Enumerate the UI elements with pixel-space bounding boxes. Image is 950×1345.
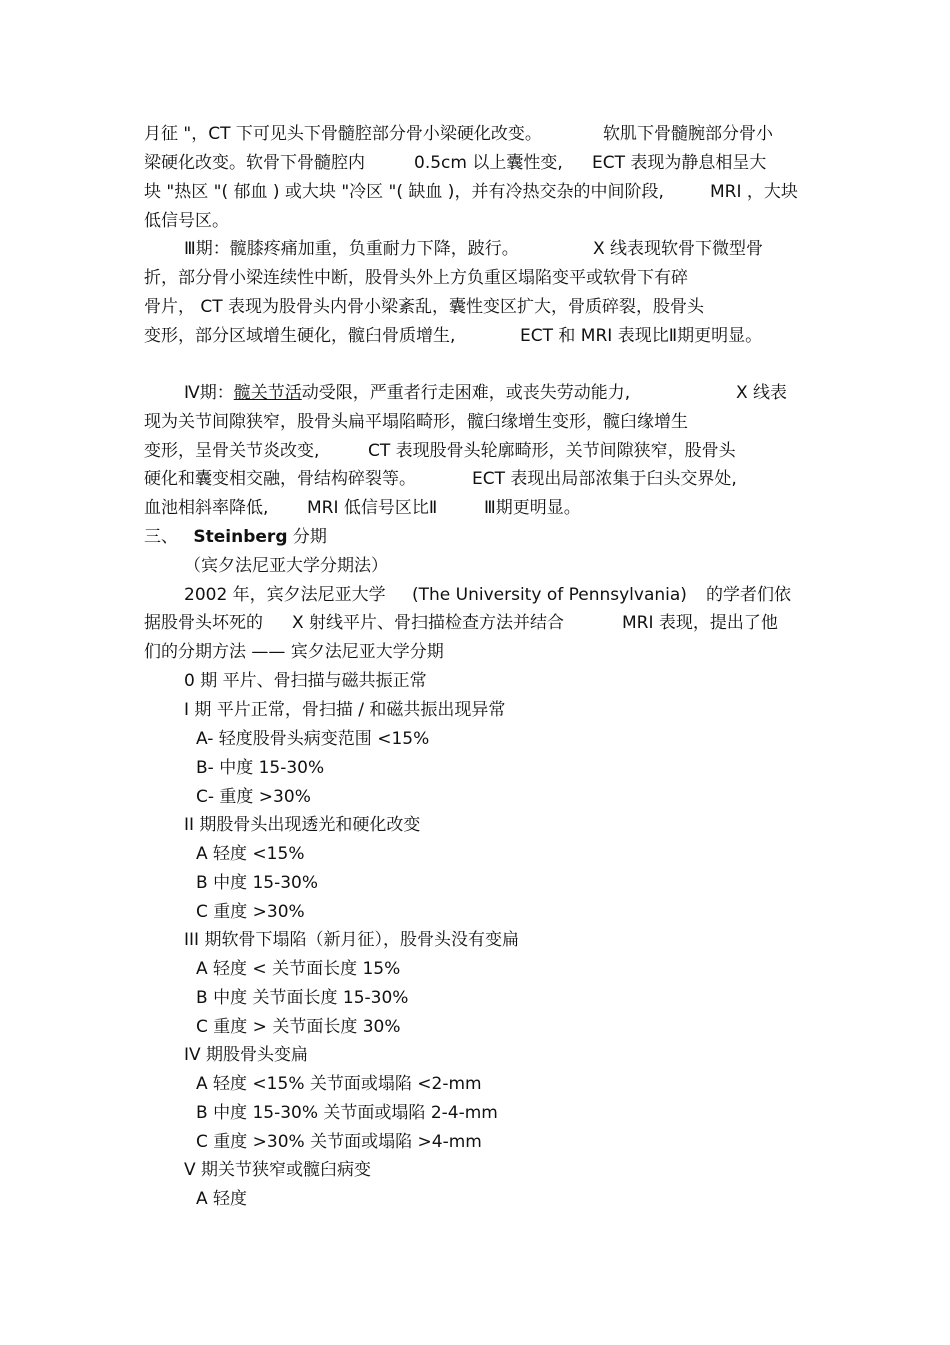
text-line: MRI 表现，提出了他 — [622, 613, 778, 633]
text-line: X 线表现软骨下微型骨 — [593, 239, 764, 259]
text-line: 月征 "，CT 下可见头下骨髓腔部分骨小梁硬化改变。 — [144, 124, 542, 144]
stage-subline: A 轻度 <15% 关节面或塌陷 <2-mm — [196, 1074, 482, 1094]
stage-line: 0 期 平片、骨扫描与磁共振正常 — [184, 671, 427, 691]
text-line: X 射线平片、骨扫描检查方法并结合 — [292, 613, 565, 633]
text-line — [184, 382, 630, 404]
text-line: 0.5cm 以上囊性变, — [414, 153, 563, 173]
text-line: (The University of Pennsylvania) — [412, 585, 687, 605]
text-line: 软肌下骨髓腕部分骨小 — [603, 124, 773, 144]
stage-subline: B 中度 15-30% 关节面或塌陷 2-4-mm — [196, 1103, 498, 1123]
stage-subline: B 中度 关节面长度 15-30% — [196, 988, 409, 1008]
section-number: 三、 — [144, 527, 178, 547]
text-line: MRI ，大块 — [710, 182, 798, 202]
section-title-rest: 分期 — [292, 527, 327, 547]
text-line: CT 表现股骨头轮廓畸形，关节间隙狭窄，股骨头 — [368, 441, 736, 461]
text-line: 变形，呈骨关节炎改变, — [144, 441, 320, 461]
text-line: 折，部分骨小梁连续性中断，股骨头外上方负重区塌陷变平或软骨下有碎 — [144, 268, 688, 288]
stage-subline: B 中度 15-30% — [196, 873, 319, 893]
text-line: ECT 和 MRI 表现比Ⅱ期更明显。 — [520, 326, 763, 346]
text-line: 的学者们依 — [706, 585, 791, 605]
text-line: ECT 表现出局部浓集于臼头交界处, — [472, 469, 737, 489]
text-line: ECT 表现为静息相呈大 — [592, 153, 767, 173]
stage-subline: A 轻度 < 关节面长度 15% — [196, 959, 401, 979]
text-line: 骨片， CT 表现为股骨头内骨小梁紊乱，囊性变区扩大，骨质碎裂，股骨头 — [144, 297, 705, 317]
text-line: MRI 低信号区比Ⅱ — [307, 498, 438, 518]
stage-line: III 期软骨下塌陷（新月征），股骨头没有变扁 — [184, 930, 519, 950]
text-line: 现为关节间隙狭窄，股骨头扁平塌陷畸形，髋臼缘增生变形，髋臼缘增生 — [144, 412, 688, 432]
stage-subline: A 轻度 <15% — [196, 844, 305, 864]
stage-line: I 期 平片正常，骨扫描 / 和磁共振出现异常 — [184, 700, 506, 720]
text-line: Ⅲ期更明显。 — [484, 498, 581, 518]
stage-line: IV 期股骨头变扁 — [184, 1045, 309, 1065]
text-line: X 线表 — [736, 383, 788, 403]
text-line: 血池相斜率降低, — [144, 498, 269, 518]
text-line: 梁硬化改变。软骨下骨髓腔内 — [144, 153, 365, 173]
section-subtitle: （宾夕法尼亚大学分期法） — [184, 556, 388, 576]
stage-subline: A- 轻度股骨头病变范围 <15% — [196, 729, 430, 749]
text-line: 变形，部分区域增生硬化，髋臼骨质增生, — [144, 326, 456, 346]
text-span: Ⅳ期： — [184, 383, 234, 403]
text-line: Ⅲ期：髋膝疼痛加重，负重耐力下降，跛行。 — [184, 239, 519, 259]
text-line: 硬化和囊变相交融，骨结构碎裂等。 — [144, 469, 416, 489]
stage-subline: C 重度 >30% 关节面或塌陷 >4-mm — [196, 1132, 482, 1152]
section-title-bold: Steinberg — [193, 527, 288, 547]
stage-subline: C 重度 >30% — [196, 902, 305, 922]
text-line: 块 "热区 "( 郁血 ) 或大块 "冷区 "( 缺血 )，并有冷热交杂的中间阶段, — [144, 182, 664, 202]
stage-line: V 期关节狭窄或髋臼病变 — [184, 1160, 372, 1180]
stage-subline: A 轻度 — [196, 1189, 248, 1209]
section-heading — [144, 526, 327, 548]
text-line: 们的分期方法 —— 宾夕法尼亚大学分期 — [144, 642, 444, 662]
text-line: 低信号区。 — [144, 211, 229, 231]
stage-subline: B- 中度 15-30% — [196, 758, 325, 778]
stage-subline: C 重度 > 关节面长度 30% — [196, 1017, 401, 1037]
text-line: 2002 年，宾夕法尼亚大学 — [184, 585, 386, 605]
underlined-text: 髋关节活 — [233, 383, 302, 403]
text-line: 据股骨头坏死的 — [144, 613, 263, 633]
text-span: 动受限，严重者行走困难，或丧失劳动能力, — [301, 383, 631, 403]
stage-line: II 期股骨头出现透光和硬化改变 — [184, 815, 421, 835]
stage-subline: C- 重度 >30% — [196, 787, 311, 807]
